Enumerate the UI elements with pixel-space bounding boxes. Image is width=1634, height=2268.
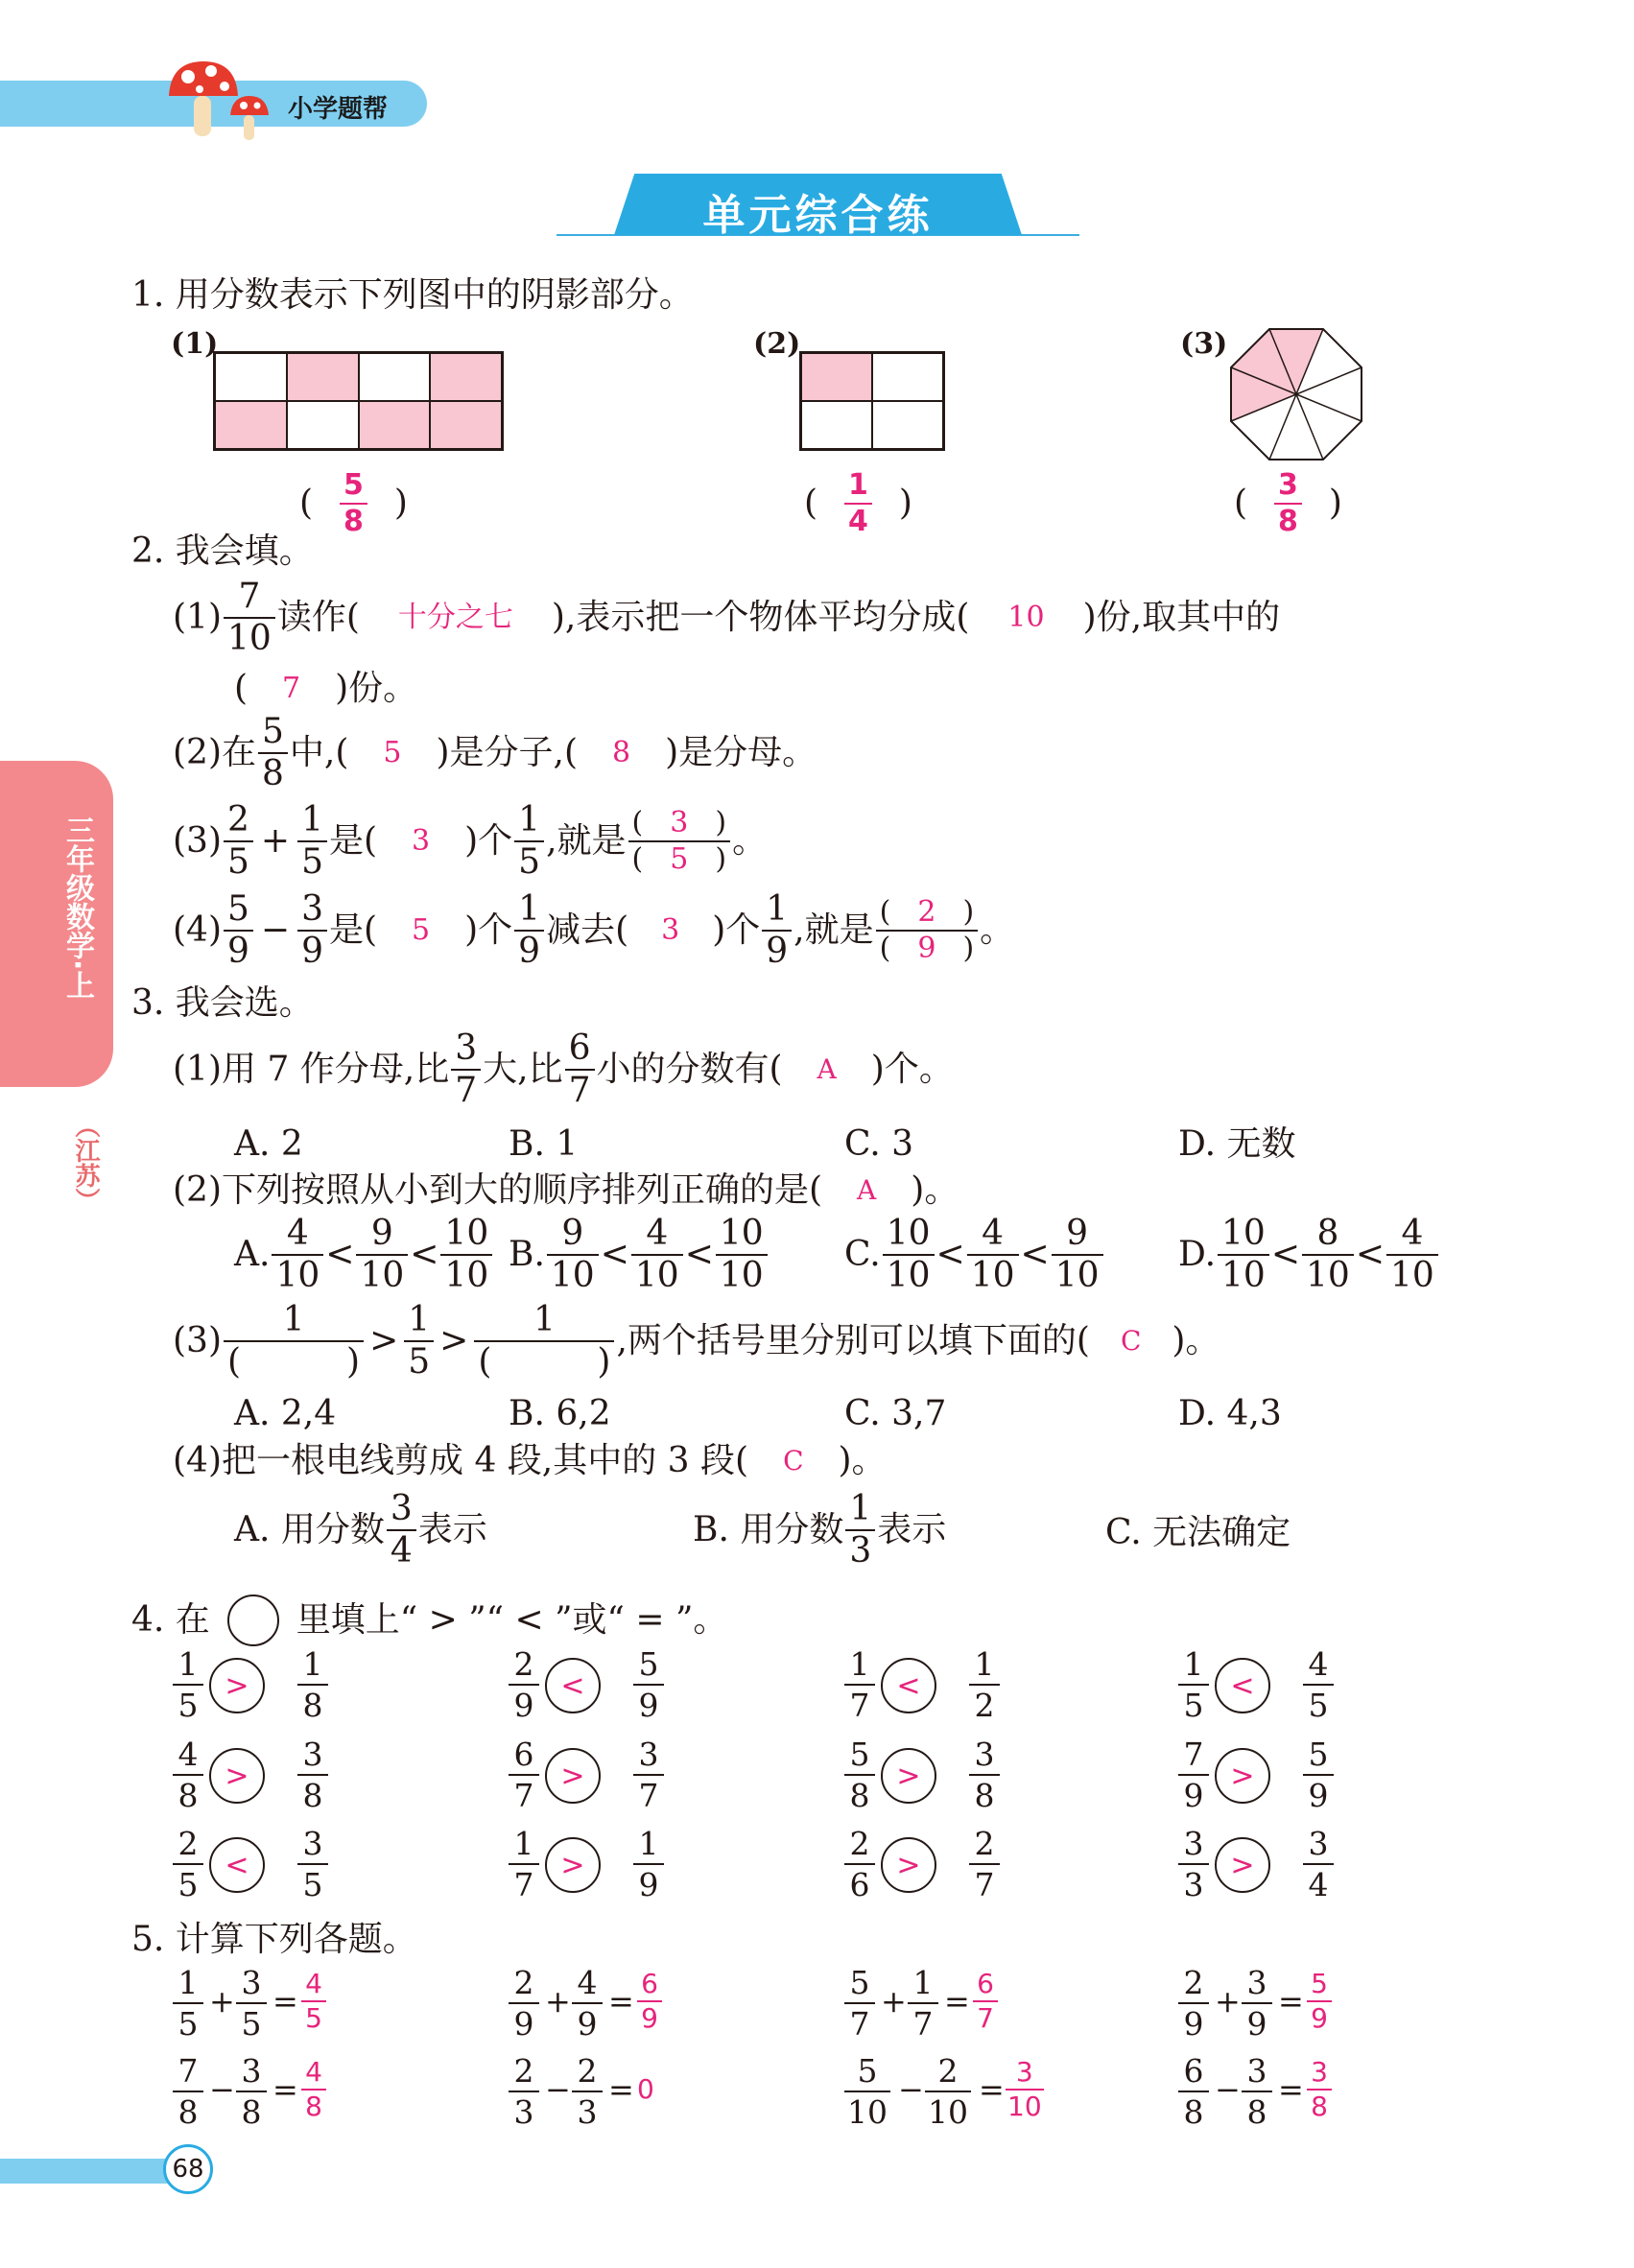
q5-operand-b: [1242, 1964, 1272, 2043]
q5-result-fraction-den: 10: [1007, 2091, 1042, 2122]
q4-left-fraction: [844, 1736, 875, 1814]
mushroom-logo: [161, 56, 276, 144]
q3-p4-option-b: B. 用分数 $\frac{1}{3}$ 表示: [693, 1489, 947, 1571]
q4-right-fraction: [633, 1645, 664, 1724]
q4-right-fraction: [633, 1825, 664, 1903]
q5-result-fraction: [1307, 1968, 1332, 2034]
q3-part-2: (2)下列按照从小到大的顺序排列正确的是( A )。: [173, 1170, 959, 1210]
q4-left-fraction: [1178, 1645, 1209, 1724]
q5-operand-a-den: 7: [844, 2002, 875, 2040]
q5-result-fraction: [637, 1968, 662, 2034]
q1-figure-2: [799, 351, 945, 451]
q5-result-fraction: [1006, 2056, 1044, 2122]
q1-label-2: (2): [753, 327, 801, 361]
q4-right-fraction-num: 1: [302, 1645, 323, 1683]
q5-operand-a: [844, 2052, 890, 2131]
q4-right-fraction: [1303, 1825, 1334, 1903]
q4-left-fraction: [509, 1645, 539, 1724]
q5-result-fraction-den: 8: [1307, 2089, 1332, 2120]
q4-left-fraction-num: 7: [1183, 1736, 1204, 1773]
q5-operand-a: [509, 2052, 539, 2131]
q4-right-fraction-den: 5: [1303, 1684, 1334, 1721]
q4-compare-circle: >: [1215, 1748, 1270, 1804]
q5-operand-b-den: 8: [236, 2091, 267, 2128]
q5-operand-a-den: 3: [509, 2091, 539, 2128]
q3-p3-option-a: A. 2,4: [234, 1394, 337, 1433]
q3-p4-option-c: C. 无法确定: [1105, 1513, 1291, 1552]
q3-p1-option-b: B. 1: [509, 1124, 579, 1164]
q4-left-fraction-den: 5: [173, 1684, 203, 1721]
q1-answer-1: ( $\frac{5}{8}$ ): [299, 468, 408, 538]
q1-answer-2: ( $\frac{1}{4}$ ): [804, 468, 912, 538]
q3-p3-option-c: C. 3,7: [844, 1394, 947, 1433]
q4-left-fraction: [1178, 1825, 1209, 1903]
q4-left-fraction: [1178, 1736, 1209, 1814]
q4-left-fraction-den: 3: [1178, 1863, 1209, 1901]
q4-compare-circle: >: [1215, 1837, 1270, 1893]
q4-compare-circle: <: [545, 1658, 601, 1713]
q2-part-1: (1) $\frac{7}{10}$ 读作( 十分之七 ),表示把一个物体平均分成( 10 )份,取其中的: [173, 577, 1281, 658]
q4-left-fraction: [173, 1645, 203, 1724]
q4-right-fraction-den: 2: [969, 1684, 1000, 1721]
q5-operand-a: [1178, 1964, 1209, 2043]
q5-operand-b: [572, 2052, 603, 2131]
q4-right-fraction-num: 5: [1308, 1736, 1329, 1773]
q5-equals: =: [608, 2071, 634, 2108]
q4-right-fraction-den: 8: [297, 1684, 328, 1721]
q4-right-fraction: [1303, 1645, 1334, 1724]
q5-operand-b-den: 8: [1242, 2091, 1272, 2128]
q4-left-fraction-num: 1: [513, 1825, 534, 1862]
q5-operand-a-den: 9: [1178, 2002, 1209, 2040]
q5-result-fraction: [973, 1968, 998, 2034]
q3-p1-option-a: A. 2: [234, 1124, 303, 1164]
q4-right-fraction-den: 5: [297, 1863, 328, 1901]
q4-right-fraction: [969, 1645, 1000, 1724]
q5-operand-a-den: 9: [509, 2002, 539, 2040]
q5-operator: −: [898, 2071, 924, 2108]
q1-figure-3-octagon: [1224, 322, 1368, 466]
q5-operand-b-den: 9: [1242, 2002, 1272, 2040]
q4-left-fraction-den: 6: [844, 1863, 875, 1901]
region-label: （江苏）: [71, 1113, 100, 1213]
q5-result-fraction-num: 4: [305, 2056, 322, 2088]
q4-left-fraction-num: 1: [1183, 1645, 1204, 1683]
q4-compare-circle: <: [881, 1658, 936, 1713]
q5-operand-b: [908, 1964, 938, 2043]
q4-right-fraction-den: 7: [969, 1863, 1000, 1901]
q3-part-3: (3) $\frac{1}{( )}$ > $\frac{1}{5}$ > $\frac{1}{( )}$ ,两个括号里分别可以填下面的( C )。: [173, 1300, 1220, 1382]
q4-left-fraction-den: 7: [509, 1774, 539, 1811]
q4-right-fraction-num: 3: [1308, 1825, 1329, 1862]
q2-part-4: (4) $\frac{5}{9}$ − $\frac{3}{9}$ 是( 5 )个 $\frac{1}{9}$ 减去( 3 )个 $\frac{1}{9}$ ,就是 $\frac{( 2 )}{( 9 )}$ 。: [173, 889, 1015, 971]
q4-right-fraction-num: 1: [974, 1645, 995, 1683]
q4-left-fraction-num: 1: [849, 1645, 870, 1683]
q4-compare-circle: <: [209, 1837, 265, 1893]
q5-result-fraction-den: 8: [301, 2089, 326, 2120]
q5-operand-a: [1178, 2052, 1209, 2131]
q5-result-fraction-den: 5: [301, 2000, 326, 2032]
q5-equals: =: [272, 1983, 298, 2020]
q1-label-3: (3): [1180, 327, 1228, 361]
q1-label-1: (1): [171, 327, 219, 361]
q5-result-fraction: [301, 2056, 326, 2122]
q5-result-fraction-num: 5: [1311, 1968, 1328, 1999]
q4-right-fraction-den: 7: [633, 1774, 664, 1811]
q4-right-fraction: [969, 1736, 1000, 1814]
q5-operand-a-num: 6: [1183, 2052, 1204, 2090]
q5-operand-b-num: 1: [912, 1964, 934, 2001]
q5-operand-b: [236, 2052, 267, 2131]
q5-operator: −: [1215, 2071, 1241, 2108]
q4-left-fraction: [844, 1645, 875, 1724]
q5-equals: =: [608, 1983, 634, 2020]
q4-left-fraction-num: 2: [513, 1645, 534, 1683]
q5-operand-a-den: 8: [173, 2091, 203, 2128]
q1-answer-3: ( $\frac{3}{8}$ ): [1234, 468, 1342, 538]
q5-operand-b-num: 2: [937, 2052, 959, 2090]
q4-left-fraction: [173, 1825, 203, 1903]
q4-right-fraction-den: 9: [1303, 1774, 1334, 1811]
q5-operand-b-den: 7: [908, 2002, 938, 2040]
q5-operand-a: [173, 2052, 203, 2131]
q5-equals: =: [1278, 2071, 1304, 2108]
q4-left-fraction: [173, 1736, 203, 1814]
q4-right-fraction-den: 8: [969, 1774, 1000, 1811]
q5-operand-a-den: 10: [844, 2091, 890, 2128]
q2-heading: 2. 我会填。: [131, 532, 314, 571]
q5-operand-b-den: 3: [572, 2091, 603, 2128]
q5-result-fraction-num: 3: [1015, 2056, 1033, 2088]
q5-result-fraction-num: 4: [305, 1968, 322, 1999]
q4-left-fraction-num: 2: [178, 1825, 199, 1862]
q5-operand-a-den: 8: [1178, 2091, 1209, 2128]
q3-p1-option-c: C. 3: [844, 1124, 914, 1164]
q5-result-fraction-den: 9: [637, 2000, 662, 2032]
q5-equals: =: [1278, 1983, 1304, 2020]
q4-left-fraction-den: 7: [844, 1684, 875, 1721]
q5-operand-b-den: 9: [572, 2002, 603, 2040]
q4-compare-circle: >: [545, 1748, 601, 1804]
q4-right-fraction-den: 9: [633, 1684, 664, 1721]
q5-result-fraction-num: 6: [977, 1968, 994, 1999]
q5-operand-b-den: 10: [925, 2091, 971, 2128]
brand-label: 小学题帮: [288, 95, 389, 124]
q4-compare-circle: >: [881, 1837, 936, 1893]
q4-compare-circle: >: [209, 1748, 265, 1804]
q3-p2-option-c: C. $\frac{10}{10}$ < $\frac{4}{10}$ < $\frac{9}{10}$: [844, 1217, 1105, 1293]
q4-left-fraction-den: 8: [173, 1774, 203, 1811]
q4-left-fraction: [509, 1736, 539, 1814]
q5-operand-a-num: 5: [857, 2052, 878, 2090]
q1-text: 1. 用分数表示下列图中的阴影部分。: [131, 275, 694, 315]
q5-operator: −: [209, 2071, 235, 2108]
q5-operator: +: [209, 1983, 235, 2020]
q3-p3-option-b: B. 6,2: [509, 1394, 611, 1433]
q4-left-fraction-num: 2: [849, 1825, 870, 1862]
q4-left-fraction-den: 9: [1178, 1774, 1209, 1811]
q5-operand-a-num: 1: [178, 1964, 199, 2001]
q5-operand-b-num: 3: [1246, 1964, 1267, 2001]
q3-p1-option-d: D. 无数: [1178, 1124, 1296, 1164]
q5-heading: 5. 计算下列各题。: [131, 1920, 417, 1959]
q5-operand-a-num: 2: [1183, 1964, 1204, 2001]
q4-left-fraction: [844, 1825, 875, 1903]
q5-operand-a-num: 5: [849, 1964, 870, 2001]
q4-left-fraction: [509, 1825, 539, 1903]
q3-part-4: (4)把一根电线剪成 4 段,其中的 3 段( C )。: [173, 1441, 887, 1480]
q5-result-fraction: [301, 1968, 326, 2034]
q5-operand-b-num: 4: [577, 1964, 598, 2001]
q5-operand-b-num: 3: [1246, 2052, 1267, 2090]
q2-part-3: (3) $\frac{2}{5}$ + $\frac{1}{5}$ 是( 3 )个 $\frac{1}{5}$ ,就是 $\frac{( 3 )}{( 5 )}$ 。: [173, 800, 768, 882]
q5-operand-a: [509, 1964, 539, 2043]
grade-label: 三年级数学·上: [60, 815, 94, 1000]
q5-operand-a: [844, 1964, 875, 2043]
q5-operator: +: [881, 1983, 907, 2020]
q5-operand-b: [925, 2052, 971, 2131]
q3-p3-option-d: D. 4,3: [1178, 1394, 1282, 1433]
q4-right-fraction-num: 4: [1308, 1645, 1329, 1683]
q3-heading: 3. 我会选。: [131, 983, 314, 1023]
q4-right-fraction-num: 3: [302, 1736, 323, 1773]
q4-right-fraction-num: 1: [638, 1825, 659, 1862]
q5-operand-a-den: 5: [173, 2002, 203, 2040]
q5-operator: +: [1215, 1983, 1241, 2020]
page-number: 68: [163, 2144, 213, 2194]
q5-result-fraction-den: 7: [973, 2000, 998, 2032]
q4-left-fraction-den: 5: [1178, 1684, 1209, 1721]
q5-operand-a-num: 2: [513, 2052, 534, 2090]
q5-operand-b: [1242, 2052, 1272, 2131]
q5-operand-b: [572, 1964, 603, 2043]
q4-left-fraction-den: 7: [509, 1863, 539, 1901]
q4-compare-circle: >: [545, 1837, 601, 1893]
q4-heading-circle: [227, 1595, 279, 1646]
q5-equals: =: [979, 2071, 1005, 2108]
q5-equals: =: [944, 1983, 970, 2020]
q4-left-fraction-den: 9: [509, 1684, 539, 1721]
q4-left-fraction-num: 4: [178, 1736, 199, 1773]
q4-heading: 4. 在 里填上“ > ”“ < ”或“ = ”。: [131, 1595, 727, 1646]
q4-right-fraction: [633, 1736, 664, 1814]
q5-operand-a: [173, 1964, 203, 2043]
q3-p2-option-b: B. $\frac{9}{10}$ < $\frac{4}{10}$ < $\frac{10}{10}$: [509, 1217, 770, 1293]
q4-right-fraction: [297, 1736, 328, 1814]
q3-part-1: (1)用 7 作分母,比 $\frac{3}{7}$ 大,比 $\frac{6}{7}$ 小的分数有( A )个。: [173, 1028, 954, 1110]
q4-right-fraction: [1303, 1736, 1334, 1814]
q5-result-fraction-num: 6: [641, 1968, 658, 1999]
q5-operator: +: [545, 1983, 571, 2020]
q4-right-fraction: [297, 1825, 328, 1903]
q4-right-fraction-den: 9: [633, 1863, 664, 1901]
q5-operand-b-num: 3: [241, 1964, 262, 2001]
q5-operand-b: [236, 1964, 267, 2043]
q4-right-fraction: [297, 1645, 328, 1724]
q4-left-fraction-num: 5: [849, 1736, 870, 1773]
q5-operand-a-num: 7: [178, 2052, 199, 2090]
q4-right-fraction: [969, 1825, 1000, 1903]
q5-result-fraction-den: 9: [1307, 2000, 1332, 2032]
q4-right-fraction-num: 2: [974, 1825, 995, 1862]
q4-left-fraction-den: 5: [173, 1863, 203, 1901]
q4-compare-circle: >: [209, 1658, 265, 1713]
q4-right-fraction-den: 8: [297, 1774, 328, 1811]
q4-compare-circle: <: [1215, 1658, 1270, 1713]
q3-p2-option-a: A. $\frac{4}{10}$ < $\frac{9}{10}$ < $\frac{10}{10}$: [234, 1217, 494, 1293]
q5-result-fraction-num: 3: [1311, 2056, 1328, 2088]
q4-compare-circle: >: [881, 1748, 936, 1804]
q1-figure-1: [213, 351, 504, 451]
q4-right-fraction-num: 3: [638, 1736, 659, 1773]
q5-operand-b-den: 5: [236, 2002, 267, 2040]
q4-left-fraction-num: 3: [1183, 1825, 1204, 1862]
q4-right-fraction-num: 3: [302, 1825, 323, 1862]
q5-result: 0: [637, 2073, 654, 2105]
q2-part-2: (2)在 $\frac{5}{8}$ 中,( 5 )是分子,( 8 )是分母。: [173, 712, 817, 793]
q5-operand-b-num: 3: [241, 2052, 262, 2090]
q5-operand-b-num: 2: [577, 2052, 598, 2090]
q4-right-fraction-den: 4: [1303, 1863, 1334, 1901]
q4-right-fraction-num: 5: [638, 1645, 659, 1683]
q4-left-fraction-num: 1: [178, 1645, 199, 1683]
q5-result-fraction: [1307, 2056, 1332, 2122]
q2-part-1-line2: ( 7 )份。: [234, 669, 418, 708]
q4-left-fraction-den: 8: [844, 1774, 875, 1811]
q3-p4-option-a: A. 用分数 $\frac{3}{4}$ 表示: [234, 1489, 487, 1571]
q5-equals: =: [272, 2071, 298, 2108]
q4-right-fraction-num: 3: [974, 1736, 995, 1773]
q4-left-fraction-num: 6: [513, 1736, 534, 1773]
q5-operator: −: [545, 2071, 571, 2108]
q5-operand-a-num: 2: [513, 1964, 534, 2001]
q3-p2-option-d: D. $\frac{10}{10}$ < $\frac{8}{10}$ < $\frac{4}{10}$: [1178, 1217, 1440, 1293]
page-title: 单元综合练: [702, 191, 934, 240]
